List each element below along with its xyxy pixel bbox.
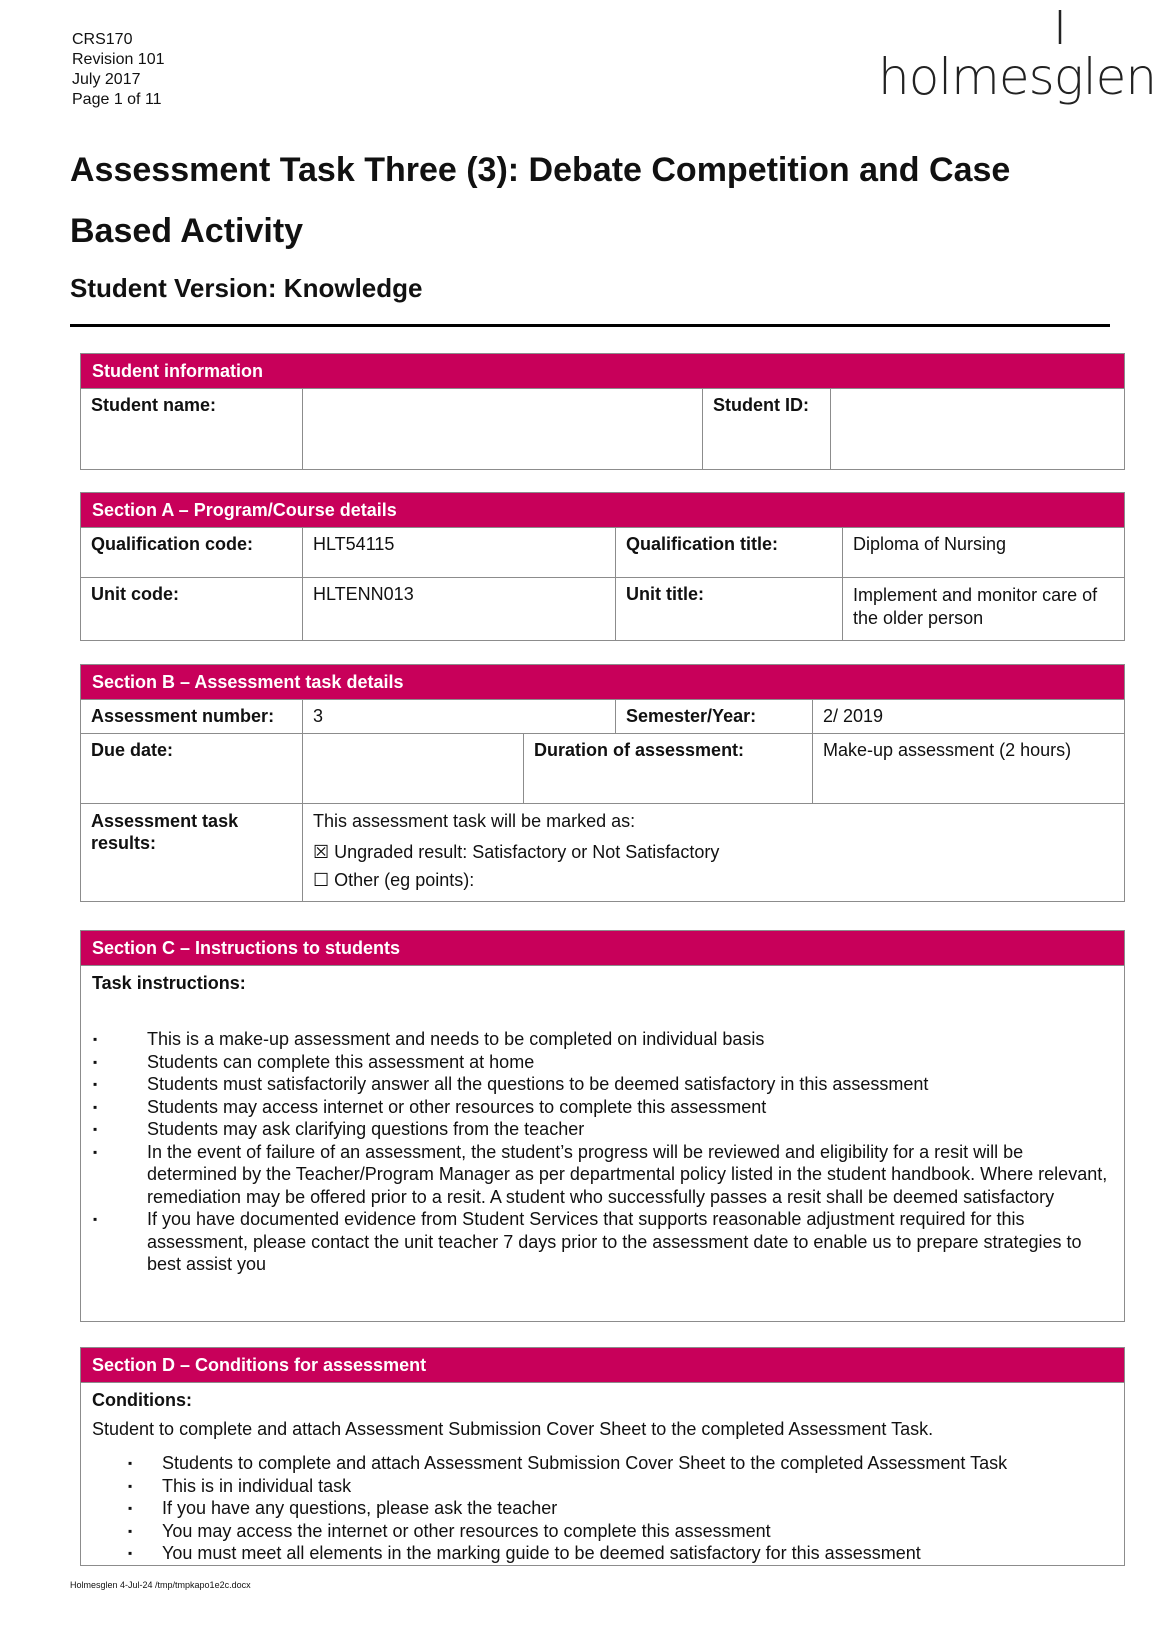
section-c-heading: Section C – Instructions to students bbox=[81, 931, 1125, 966]
page-title: Assessment Task Three (3): Debate Competition and Case Based Activity bbox=[70, 151, 1011, 250]
document-meta bbox=[72, 30, 165, 110]
list-item bbox=[93, 1141, 1114, 1209]
student-name-field[interactable] bbox=[303, 389, 703, 470]
duration-label: Duration of assessment: bbox=[524, 734, 813, 804]
conditions-cell bbox=[81, 1383, 1125, 1566]
bullet-icon: ▪ bbox=[128, 1546, 133, 1560]
due-date-label: Due date: bbox=[81, 734, 303, 804]
list-item-text: This is a make-up assessment and needs to be completed on individual basis bbox=[147, 1029, 765, 1049]
list-item-text: You must meet all elements in the marking guide to be deemed satisfactory for this assessment bbox=[162, 1543, 921, 1563]
section-b-heading: Section B – Assessment task details bbox=[81, 665, 1125, 700]
list-item-text: You may access the internet or other resources to complete this assessment bbox=[162, 1520, 771, 1541]
list-item bbox=[93, 1073, 1114, 1096]
bullet-icon: ▪ bbox=[128, 1501, 133, 1515]
due-date-field[interactable] bbox=[303, 734, 524, 804]
holmesglen-logo bbox=[878, 4, 1157, 112]
list-item bbox=[93, 1208, 1114, 1276]
student-id-field[interactable] bbox=[831, 389, 1125, 470]
assessment-task-results-label: Assessment task results: bbox=[81, 804, 303, 902]
page-footer: Holmesglen 4-Jul-24 /tmp/tmpkapo1e2c.docx bbox=[70, 1580, 251, 1590]
semester-year-label: Semester/Year: bbox=[616, 700, 813, 734]
section-d-heading: Section D – Conditions for assessment bbox=[81, 1348, 1125, 1383]
student-information-heading: Student information bbox=[81, 354, 1125, 389]
qualification-title-value: Diploma of Nursing bbox=[843, 528, 1125, 578]
task-instructions-cell bbox=[81, 966, 1125, 1322]
section-d-table bbox=[80, 1347, 1125, 1566]
bullet-icon: ▪ bbox=[128, 1456, 133, 1470]
student-id-label: Student ID: bbox=[703, 389, 831, 470]
ungraded-option[interactable] bbox=[313, 838, 1114, 867]
assessment-number-label: Assessment number: bbox=[81, 700, 303, 734]
unit-title-value: Implement and monitor care of the older person bbox=[843, 578, 1125, 641]
task-instructions-label: Task instructions: bbox=[92, 973, 246, 993]
conditions-intro: Student to complete and attach Assessment Submission Cover Sheet to the completed Assessment Task. bbox=[92, 1419, 934, 1439]
other-option[interactable] bbox=[313, 867, 1114, 894]
duration-value: Make-up assessment (2 hours) bbox=[813, 734, 1125, 804]
student-information-table bbox=[80, 353, 1125, 470]
section-a-table bbox=[80, 492, 1125, 641]
list-item-text: Students to complete and attach Assessment Submission Cover Sheet to the completed Assessment Task bbox=[162, 1453, 1008, 1473]
qualification-code-value: HLT54115 bbox=[303, 528, 616, 578]
list-item bbox=[128, 1497, 1114, 1520]
list-item-text: In the event of failure of an assessment, the student’s progress will be reviewed and eligibility for a resit will be determined by the Teacher/Program Manager as per departmental policy listed in the student handbook. Where relevant, remediation may be offered prior to a resit. A student who successfully passes a resit shall be deemed satisfactory bbox=[147, 1141, 1108, 1207]
list-item bbox=[93, 1028, 1114, 1051]
list-item bbox=[93, 1118, 1114, 1141]
list-item-text: If you have any questions, please ask the teacher bbox=[162, 1498, 558, 1518]
section-a-heading: Section A – Program/Course details bbox=[81, 493, 1125, 528]
unit-code-value: HLTENN013 bbox=[303, 578, 616, 641]
list-item-text: If you have documented evidence from Student Services that supports reasonable adjustment required for this assessment, please contact the unit teacher 7 days prior to the assessment date to enable us to prepare strategies to best assist you bbox=[147, 1209, 1082, 1274]
qualification-code-label: Qualification code: bbox=[81, 528, 303, 578]
list-item-text: This is in individual task bbox=[162, 1475, 352, 1496]
list-item bbox=[128, 1542, 1114, 1565]
doc-code: CRS170 bbox=[72, 31, 133, 48]
bullet-icon: ▪ bbox=[93, 1144, 98, 1159]
svg-text:holmesglen: holmesglen bbox=[878, 48, 1157, 106]
list-item bbox=[93, 1051, 1114, 1074]
qualification-title-label: Qualification title: bbox=[616, 528, 843, 578]
bullet-icon: ▪ bbox=[93, 1032, 98, 1046]
page-number: Page 1 of 11 bbox=[72, 91, 162, 108]
assessment-task-results-cell bbox=[303, 804, 1125, 902]
list-item bbox=[93, 1096, 1114, 1119]
doc-date: July 2017 bbox=[72, 71, 141, 88]
conditions-list bbox=[92, 1452, 1114, 1565]
unchecked-box-icon[interactable]: ☐ bbox=[313, 870, 330, 890]
conditions-label: Conditions: bbox=[92, 1390, 192, 1410]
list-item-text: Students must satisfactorily answer all the questions to be deemed satisfactory in this assessment bbox=[147, 1074, 929, 1094]
list-item-text: Students can complete this assessment at home bbox=[147, 1051, 535, 1072]
section-c-table bbox=[80, 930, 1125, 1322]
semester-year-value: 2/ 2019 bbox=[813, 700, 1125, 734]
bullet-icon: ▪ bbox=[128, 1523, 133, 1538]
title-divider bbox=[70, 324, 1110, 327]
checked-box-icon[interactable]: ☒ bbox=[313, 842, 330, 862]
bullet-icon: ▪ bbox=[93, 1122, 98, 1136]
task-instructions-list bbox=[81, 1028, 1124, 1276]
section-b-table bbox=[80, 664, 1125, 902]
page-subtitle: Student Version: Knowledge bbox=[70, 273, 423, 303]
list-item-text: Students may ask clarifying questions from the teacher bbox=[147, 1119, 585, 1139]
revision: Revision 101 bbox=[72, 51, 165, 68]
list-item bbox=[128, 1475, 1114, 1498]
bullet-icon: ▪ bbox=[93, 1077, 98, 1091]
list-item-text: Students may access internet or other resources to complete this assessment bbox=[147, 1096, 767, 1117]
unit-title-label: Unit title: bbox=[616, 578, 843, 641]
bullet-icon: ▪ bbox=[93, 1212, 98, 1226]
list-item bbox=[128, 1520, 1114, 1543]
ungraded-option-label: Ungraded result: Satisfactory or Not Satisfactory bbox=[334, 842, 720, 862]
results-intro: This assessment task will be marked as: bbox=[313, 811, 636, 831]
list-item bbox=[128, 1452, 1114, 1475]
bullet-icon: ▪ bbox=[93, 1099, 98, 1114]
assessment-number-value: 3 bbox=[303, 700, 616, 734]
student-name-label: Student name: bbox=[81, 389, 303, 470]
other-option-label: Other (eg points): bbox=[334, 870, 475, 890]
bullet-icon: ▪ bbox=[93, 1054, 98, 1069]
bullet-icon: ▪ bbox=[128, 1478, 133, 1493]
unit-code-label: Unit code: bbox=[81, 578, 303, 641]
